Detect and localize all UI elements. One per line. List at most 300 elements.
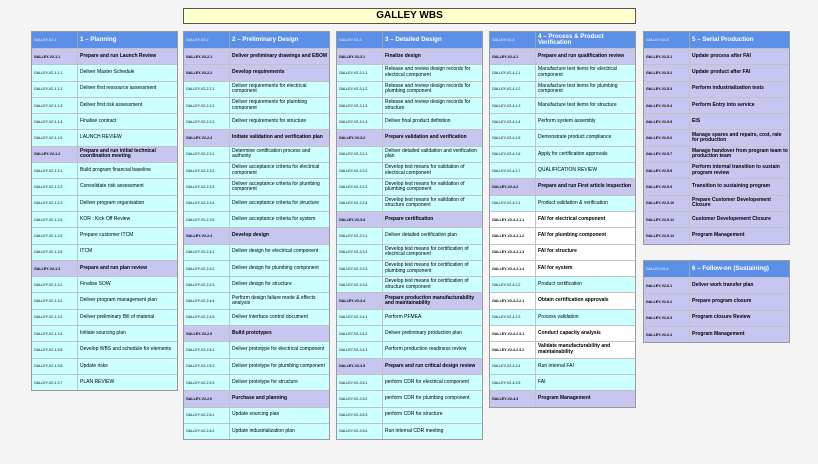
- wbs-task-row: [490, 325, 635, 341]
- wbs-task-label: Manufacture test items for plumbing component: [538, 82, 618, 95]
- wbs-task-row: [644, 48, 789, 64]
- wbs-code: GALLEY-V2-3.4.3: [337, 342, 383, 357]
- wbs-task-label: Conduct capacity analysis: [538, 329, 601, 336]
- wbs-code: GALLEY-V2-1.3.5: [32, 342, 78, 357]
- wbs-code: GALLEY-V2-5.3: [644, 82, 690, 97]
- wbs-code: GALLEY-V2-4.2.3.1: [490, 326, 536, 341]
- wbs-code: GALLEY-V2-4.1.2: [490, 82, 536, 97]
- wbs-task-row: [32, 113, 177, 129]
- wbs-task-label: Perform internal transition to sustain program review: [692, 164, 780, 176]
- wbs-code: GALLEY-V2-2.3.1: [184, 147, 230, 162]
- wbs-code: GALLEY-V2-2.5.2: [184, 359, 230, 374]
- wbs-code: GALLEY-V2-4.1.1: [490, 65, 536, 80]
- wbs-code: GALLEY-V2-3.5: [337, 359, 383, 374]
- wbs-task-row: [32, 48, 177, 64]
- wbs-task-label: Prepare and run initial technical coordination meeting: [80, 147, 156, 160]
- wbs-code: GALLEY-V2-2.4.1: [184, 245, 230, 260]
- wbs-task-label: Prepare customer ITCM: [80, 232, 134, 239]
- wbs-code: GALLEY-V2-5.10: [644, 196, 690, 211]
- wbs-task-label: Deliver design for plumbing component: [232, 264, 319, 271]
- wbs-task-row: [490, 81, 635, 97]
- wbs-task-label: ITCM: [80, 248, 93, 255]
- wbs-code: GALLEY-V2-1.3.2: [32, 293, 78, 308]
- wbs-task-label: Deliver design for structure: [232, 281, 292, 288]
- wbs-task-row: [490, 292, 635, 308]
- wbs-column: [336, 31, 483, 440]
- wbs-task-row: [644, 113, 789, 129]
- wbs-code: GALLEY-V2-2.3.4: [184, 196, 230, 211]
- wbs-task-row: [337, 260, 482, 276]
- wbs-column: [643, 260, 790, 343]
- wbs-code: GALLEY-V2-4.2.4: [490, 359, 536, 374]
- wbs-task-row: [337, 146, 482, 162]
- wbs-task-label: Develop test means for certification of electrical component: [385, 245, 469, 258]
- wbs-task-row: [490, 341, 635, 357]
- wbs-task-row: [644, 178, 789, 194]
- wbs-code: GALLEY-V2-3.3.2: [337, 245, 383, 260]
- wbs-task-row: [490, 227, 635, 243]
- wbs-task-row: [490, 162, 635, 178]
- wbs-task-label: Program closure Review: [692, 314, 751, 321]
- wbs-task-row: [337, 325, 482, 341]
- wbs-code: GALLEY-V2-6.2: [644, 294, 690, 309]
- wbs-task-label: Perform industrialization tests: [692, 85, 764, 92]
- wbs-task-row: [644, 195, 789, 211]
- wbs-task-row: [337, 341, 482, 357]
- wbs-code: GALLEY-V2-2.2.2: [184, 98, 230, 113]
- wbs-task-label: Product validation & verification: [538, 199, 608, 206]
- wbs-code: GALLEY-V2-3.1: [337, 49, 383, 64]
- wbs-column-header: [337, 32, 482, 48]
- wbs-code: GALLEY-V2-2.4: [184, 228, 230, 243]
- wbs-code: GALLEY-V2-1.2.1: [32, 163, 78, 178]
- wbs-code: GALLEY-V2-4.1: [490, 49, 536, 64]
- wbs-task-row: [337, 309, 482, 325]
- wbs-task-row: [32, 341, 177, 357]
- wbs-task-row: [490, 276, 635, 292]
- wbs-task-row: [32, 374, 177, 390]
- wbs-task-row: [490, 195, 635, 211]
- wbs-task-row: [337, 227, 482, 243]
- wbs-task-row: [337, 374, 482, 390]
- wbs-code: GALLEY-V2-2.5: [184, 326, 230, 341]
- wbs-task-label: Release and review design records for plumbing component: [385, 82, 471, 95]
- wbs-task-label: KOR : Kick Off Review: [80, 215, 131, 222]
- wbs-task-row: [644, 277, 789, 293]
- wbs-task-label: Manage spares and repairs, cost, rate for production: [692, 131, 782, 144]
- wbs-task-label: Manufacture test items for electrical component: [538, 66, 617, 78]
- wbs-task-label: perform CDR for structure: [385, 411, 443, 418]
- wbs-task-label: Release and review design records for structure: [385, 99, 471, 111]
- wbs-task-label: Deliver prototype for electrical component: [232, 346, 325, 353]
- wbs-task-row: [490, 374, 635, 390]
- wbs-task-label: Prepare and run critical design review: [385, 362, 476, 369]
- wbs-code: GALLEY-V2-3: [337, 32, 383, 48]
- wbs-task-label: Deliver prototype for plumbing component: [232, 362, 325, 369]
- wbs-task-row: [337, 358, 482, 374]
- wbs-code: GALLEY-V2-5.1: [644, 49, 690, 64]
- wbs-code: GALLEY-V2-1.3.6: [32, 359, 78, 374]
- wbs-task-label: Validate manufacturability and maintainability: [538, 343, 611, 355]
- wbs-task-label: Deliver preliminary Bill of material: [80, 313, 155, 320]
- wbs-code: GALLEY-V2-3.5.2: [337, 391, 383, 406]
- wbs-code: GALLEY-V2-1.2.2: [32, 179, 78, 194]
- wbs-task-label: Transition to sustaining program: [692, 183, 771, 190]
- wbs-code: GALLEY-V2-3.3.3: [337, 261, 383, 276]
- wbs-code: GALLEY-V2-4.1.4: [490, 114, 536, 129]
- wbs-code: GALLEY-V2-2.3: [184, 130, 230, 145]
- wbs-code: GALLEY-V2-3.5.3: [337, 408, 383, 423]
- wbs-code: GALLEY-V2-4.2.1: [490, 196, 536, 211]
- wbs-task-row: [644, 129, 789, 145]
- wbs-code: GALLEY-V2-4.2.5: [490, 375, 536, 390]
- wbs-task-label: Demonstrate product compliance: [538, 134, 612, 141]
- wbs-task-row: [184, 227, 329, 243]
- wbs-code: GALLEY-V2-4.1.5: [490, 130, 536, 145]
- wbs-task-label: Develop test means for validation of electrical component: [385, 164, 465, 176]
- wbs-task-row: [337, 292, 482, 308]
- wbs-task-row: [490, 211, 635, 227]
- wbs-task-label: Run internal FAI: [538, 362, 574, 369]
- wbs-code: GALLEY-V2-3.3.4: [337, 277, 383, 292]
- wbs-code: GALLEY-V2-4.2.3: [490, 310, 536, 325]
- wbs-code: GALLEY-V2-4.2.1.4: [490, 261, 536, 276]
- wbs-phase-title: 2 – Preliminary Design: [232, 35, 299, 43]
- wbs-code: GALLEY-V2-1.2.4: [32, 212, 78, 227]
- wbs-task-label: Deliver work transfer plan: [692, 281, 754, 288]
- wbs-task-label: Run internal CDR meeting: [385, 427, 444, 434]
- wbs-task-label: Develop WBS and schedule for elements: [80, 346, 172, 353]
- wbs-column-header: [644, 261, 789, 277]
- wbs-code: GALLEY-V2-1.1.5: [32, 130, 78, 145]
- wbs-task-label: Purchase and planning: [232, 395, 288, 402]
- wbs-task-label: Develop design: [232, 232, 269, 239]
- wbs-task-row: [32, 292, 177, 308]
- wbs-code: GALLEY-V2-5.7: [644, 147, 690, 162]
- wbs-task-label: Prepare validation and verification: [385, 134, 467, 141]
- wbs-task-label: Update risks: [80, 362, 108, 369]
- wbs-task-row: [32, 162, 177, 178]
- wbs-code: GALLEY-V2-3.1.3: [337, 98, 383, 113]
- wbs-task-label: Product certification: [538, 281, 582, 288]
- wbs-task-label: Prepare and run qualification review: [538, 52, 625, 59]
- wbs-task-row: [644, 146, 789, 162]
- wbs-code: GALLEY-V2-4.2.1.2: [490, 228, 536, 243]
- wbs-task-label: Process validation: [538, 313, 579, 320]
- wbs-code: GALLEY-V2-3.5.4: [337, 424, 383, 439]
- wbs-code: GALLEY-V2-6: [644, 261, 690, 277]
- wbs-code: GALLEY-V2-2.4.2: [184, 261, 230, 276]
- wbs-task-label: Prepare certification: [385, 215, 434, 222]
- wbs-code: GALLEY-V2-3.1.4: [337, 114, 383, 129]
- wbs-task-label: Perform design failure mode & effects analysis: [232, 294, 316, 307]
- wbs-code: GALLEY-V2-2.4.4: [184, 293, 230, 308]
- wbs-task-row: [644, 162, 789, 178]
- wbs-task-row: [490, 309, 635, 325]
- wbs-task-label: Perform system assembly: [538, 118, 596, 125]
- wbs-task-row: [184, 292, 329, 308]
- wbs-code: GALLEY-V2-2.2: [184, 65, 230, 80]
- wbs-task-label: Develop test means for certification of plumbing component: [385, 262, 469, 274]
- wbs-phase-title: 3 – Detailed Design: [385, 35, 442, 43]
- wbs-code: GALLEY-V2-2.3.2: [184, 163, 230, 178]
- wbs-task-row: [644, 81, 789, 97]
- wbs-column: [489, 31, 636, 408]
- wbs-code: GALLEY-V2-2.5.3: [184, 375, 230, 390]
- wbs-task-label: Customer Developement Closure: [692, 215, 771, 222]
- wbs-task-label: Initiate validation and verification plan: [232, 134, 323, 141]
- wbs-code: GALLEY-V2-5.12: [644, 228, 690, 243]
- wbs-task-label: Develop requirements: [232, 69, 285, 76]
- wbs-code: GALLEY-V2-5.5: [644, 114, 690, 129]
- wbs-task-label: Deliver first ressource assessment: [80, 85, 157, 92]
- wbs-code: GALLEY-V2-2.6.2: [184, 424, 230, 439]
- wbs-code: GALLEY-V2-5: [644, 32, 690, 48]
- wbs-task-label: Apply for certification approvals: [538, 150, 608, 157]
- wbs-task-label: Deliver preliminary production plan: [385, 329, 462, 336]
- wbs-code: GALLEY-V2-6.1: [644, 278, 690, 293]
- wbs-code: GALLEY-V2-3.3.1: [337, 228, 383, 243]
- wbs-task-row: [184, 64, 329, 80]
- wbs-code: GALLEY-V2-1.3.7: [32, 375, 78, 390]
- wbs-task-label: Develop test means for certification of structure component: [385, 278, 469, 290]
- wbs-task-row: [337, 113, 482, 129]
- wbs-code: GALLEY-V2-2.6.1: [184, 408, 230, 423]
- wbs-code: GALLEY-V2-6.4: [644, 327, 690, 342]
- wbs-code: GALLEY-V2-3.2.1: [337, 147, 383, 162]
- wbs-phase-title: 6 – Follow-on (Sustaining): [692, 264, 769, 272]
- wbs-task-row: [644, 211, 789, 227]
- wbs-code: GALLEY-V2-5.8: [644, 163, 690, 178]
- wbs-task-row: [337, 211, 482, 227]
- wbs-task-row: [490, 260, 635, 276]
- wbs-task-label: Deliver acceptance criteria for plumbing component: [232, 180, 320, 193]
- wbs-code: GALLEY-V2-4.2.2.1: [490, 293, 536, 308]
- wbs-task-label: Update product after FAI: [692, 69, 751, 76]
- wbs-task-label: Program Management: [692, 330, 745, 337]
- wbs-task-label: PLAN REVIEW: [80, 378, 115, 385]
- wbs-task-row: [32, 211, 177, 227]
- wbs-task-label: Update industrialization plan: [232, 427, 295, 434]
- wbs-task-row: [184, 162, 329, 178]
- wbs-task-row: [490, 113, 635, 129]
- wbs-task-label: FAI for plumbing component: [538, 232, 607, 239]
- wbs-code: GALLEY-V2-2.5.1: [184, 342, 230, 357]
- wbs-code: GALLEY-V2-1: [32, 32, 78, 48]
- wbs-task-label: Obtain certification approvals: [538, 297, 609, 304]
- wbs-task-label: Finalise contract: [80, 118, 117, 125]
- wbs-task-row: [337, 407, 482, 423]
- wbs-code: GALLEY-V2-1.2.6: [32, 245, 78, 260]
- wbs-task-row: [32, 64, 177, 80]
- wbs-task-row: [184, 276, 329, 292]
- wbs-task-row: [184, 423, 329, 439]
- wbs-task-label: LAUNCH REVIEW: [80, 134, 122, 141]
- wbs-task-label: Release and review design records for electrical component: [385, 66, 471, 78]
- wbs-phase-title: 1 – Planning: [80, 35, 117, 43]
- wbs-task-label: Deliver detailed certification plan: [385, 232, 457, 239]
- wbs-task-row: [32, 195, 177, 211]
- wbs-task-row: [184, 374, 329, 390]
- wbs-task-label: Deliver requirements for plumbing component: [232, 99, 308, 111]
- wbs-code: GALLEY-V2-4.2.3.2: [490, 342, 536, 357]
- wbs-task-label: Deliver preliminary drawings and EBOM: [232, 52, 328, 59]
- wbs-code: GALLEY-V2-1.3.3: [32, 310, 78, 325]
- wbs-task-row: [32, 260, 177, 276]
- wbs-task-label: perform CDR for plumbing component: [385, 395, 470, 402]
- wbs-code: GALLEY-V2-4.2.1.1: [490, 212, 536, 227]
- wbs-task-row: [32, 81, 177, 97]
- wbs-task-label: Build program financial baseline: [80, 166, 151, 173]
- wbs-task-label: Prepare program closure: [692, 298, 752, 305]
- wbs-task-row: [184, 81, 329, 97]
- wbs-task-label: Prepare and run Launch Review: [80, 52, 157, 59]
- wbs-code: GALLEY-V2-5.6: [644, 130, 690, 145]
- wbs-code: GALLEY-V2-1.2: [32, 147, 78, 162]
- wbs-task-row: [32, 309, 177, 325]
- wbs-task-row: [32, 129, 177, 145]
- wbs-task-row: [32, 325, 177, 341]
- wbs-code: GALLEY-V2-1.1.3: [32, 98, 78, 113]
- wbs-column-header: [490, 32, 635, 48]
- wbs-task-row: [184, 390, 329, 406]
- wbs-task-label: Deliver final product definition: [385, 118, 451, 125]
- wbs-task-label: Program Management: [538, 395, 591, 402]
- wbs-task-row: [337, 97, 482, 113]
- wbs-task-row: [32, 276, 177, 292]
- wbs-column: [643, 31, 790, 245]
- wbs-code: GALLEY-V2-2.4.5: [184, 310, 230, 325]
- wbs-code: GALLEY-V2-4.2.1.3: [490, 245, 536, 260]
- wbs-task-row: [184, 178, 329, 194]
- wbs-task-label: Build prototypes: [232, 329, 272, 336]
- wbs-code: GALLEY-V2-2.6: [184, 391, 230, 406]
- wbs-task-row: [32, 97, 177, 113]
- wbs-task-label: Deliver first risk assessment: [80, 101, 143, 108]
- wbs-task-row: [644, 97, 789, 113]
- wbs-task-label: Initiate sourcing plan: [80, 329, 126, 336]
- wbs-task-label: Prepare Customer Developement Closure: [692, 196, 771, 209]
- wbs-phase-title: 4 – Process & Product Verification: [538, 32, 604, 46]
- wbs-code: GALLEY-V2-6.3: [644, 311, 690, 326]
- wbs-code: GALLEY-V2-5.11: [644, 212, 690, 227]
- wbs-code: GALLEY-V2-2.2.1: [184, 82, 230, 97]
- wbs-task-label: Prepare production manufacturability and maintainability: [385, 294, 475, 307]
- wbs-task-row: [184, 407, 329, 423]
- wbs-task-label: Finalize design: [385, 52, 421, 59]
- wbs-task-row: [337, 178, 482, 194]
- wbs-task-row: [337, 48, 482, 64]
- wbs-column: [31, 31, 178, 391]
- wbs-task-label: Deliver Master Schedule: [80, 69, 135, 76]
- wbs-task-row: [644, 293, 789, 309]
- wbs-task-row: [184, 244, 329, 260]
- wbs-task-label: Finalise SOW: [80, 281, 111, 288]
- wbs-code: GALLEY-V2-1.2.3: [32, 196, 78, 211]
- wbs-code: GALLEY-V2-4: [490, 32, 536, 48]
- wbs-task-row: [337, 276, 482, 292]
- wbs-code: GALLEY-V2-1.3.1: [32, 277, 78, 292]
- wbs-code: GALLEY-V2-1.1.4: [32, 114, 78, 129]
- wbs-code: GALLEY-V2-1.3.4: [32, 326, 78, 341]
- wbs-task-row: [490, 97, 635, 113]
- wbs-code: GALLEY-V2-3.5.1: [337, 375, 383, 390]
- wbs-task-row: [184, 195, 329, 211]
- wbs-code: GALLEY-V2-2.4.3: [184, 277, 230, 292]
- wbs-column-header: [32, 32, 177, 48]
- wbs-task-row: [337, 129, 482, 145]
- wbs-task-label: Deliver program management plan: [80, 297, 157, 304]
- wbs-task-row: [184, 341, 329, 357]
- wbs-task-row: [644, 64, 789, 80]
- wbs-task-label: Consolidate risk assessment: [80, 183, 144, 190]
- wbs-task-row: [337, 162, 482, 178]
- wbs-task-label: FAI: [538, 378, 546, 385]
- wbs-code: GALLEY-V2-2.2.3: [184, 114, 230, 129]
- wbs-task-label: Deliver program organisation: [80, 199, 145, 206]
- wbs-task-label: FAI for electrical component: [538, 215, 606, 222]
- wbs-task-row: [32, 227, 177, 243]
- wbs-code: GALLEY-V2-4.1.7: [490, 163, 536, 178]
- wbs-task-row: [490, 146, 635, 162]
- wbs-task-row: [337, 195, 482, 211]
- wbs-task-label: Perform PFMEA: [385, 313, 422, 320]
- wbs-task-row: [184, 260, 329, 276]
- wbs-code: GALLEY-V2-5.2: [644, 65, 690, 80]
- wbs-code: GALLEY-V2-2.1: [184, 49, 230, 64]
- wbs-task-row: [490, 178, 635, 194]
- wbs-task-label: Program Management: [692, 232, 745, 239]
- wbs-task-label: Deliver requirements for electrical component: [232, 82, 307, 95]
- wbs-code: GALLEY-V2-3.1.2: [337, 82, 383, 97]
- wbs-task-row: [32, 178, 177, 194]
- wbs-task-label: Deliver interface control document: [232, 313, 308, 320]
- wbs-task-label: Deliver design for electrical component: [232, 248, 319, 255]
- wbs-task-row: [32, 146, 177, 162]
- wbs-task-label: Deliver prototype for structure: [232, 378, 298, 385]
- wbs-task-label: Prepare and run plan review: [80, 264, 147, 271]
- wbs-code: GALLEY-V2-3.4.1: [337, 310, 383, 325]
- wbs-code: GALLEY-V2-5.4: [644, 98, 690, 113]
- wbs-code: GALLEY-V2-1.1.2: [32, 82, 78, 97]
- wbs-task-label: Develop test means for validation of structure component: [385, 196, 465, 209]
- wbs-task-row: [490, 64, 635, 80]
- wbs-code: GALLEY-V2-3.2.3: [337, 179, 383, 194]
- wbs-code: GALLEY-V2-1.1.1: [32, 65, 78, 80]
- wbs-task-label: Develop test means for validation of plumbing component: [385, 180, 465, 193]
- wbs-code: GALLEY-V2-1.3: [32, 261, 78, 276]
- wbs-code: GALLEY-V2-3.2: [337, 130, 383, 145]
- wbs-task-row: [337, 64, 482, 80]
- wbs-code: GALLEY-V2-2: [184, 32, 230, 48]
- wbs-task-row: [184, 97, 329, 113]
- wbs-code: GALLEY-V2-3.2.4: [337, 196, 383, 211]
- wbs-code: GALLEY-V2-3.4.2: [337, 326, 383, 341]
- wbs-task-label: EIS: [692, 118, 701, 125]
- wbs-task-label: FAI for structure: [538, 248, 577, 255]
- wbs-task-row: [644, 326, 789, 342]
- wbs-task-label: Deliver detailed validation and verification plan: [385, 147, 477, 160]
- wbs-task-row: [490, 48, 635, 64]
- wbs-task-row: [644, 227, 789, 243]
- wbs-task-row: [184, 129, 329, 145]
- wbs-code: GALLEY-V2-3.2.2: [337, 163, 383, 178]
- wbs-code: GALLEY-V2-1.1: [32, 49, 78, 64]
- wbs-phase-title: 5 – Serial Production: [692, 35, 754, 43]
- wbs-task-label: Update sourcing plan: [232, 411, 280, 418]
- wbs-code: GALLEY-V2-1.2.5: [32, 228, 78, 243]
- wbs-task-label: FAI for system: [538, 264, 573, 271]
